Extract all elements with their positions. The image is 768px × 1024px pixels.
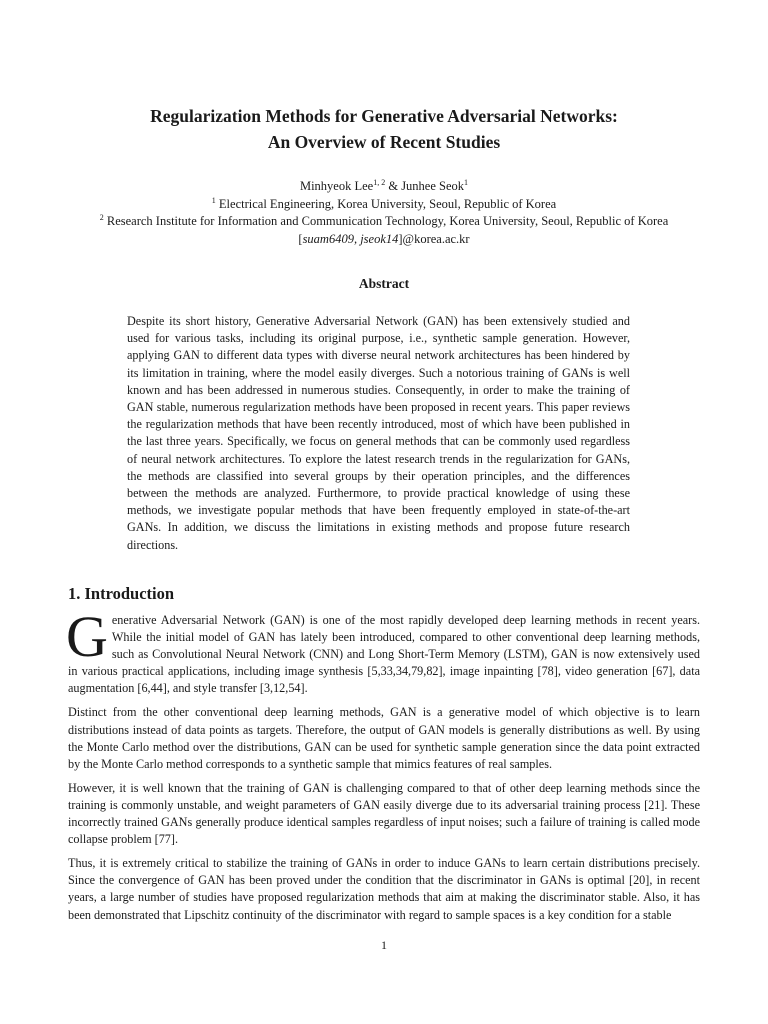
title-line-1: Regularization Methods for Generative Adversarial Networks: [150, 106, 618, 126]
author-names [60, 178, 708, 196]
introduction-body [66, 604, 700, 931]
paragraph-1 [66, 604, 700, 697]
email-domain: ]@korea.ac.kr [398, 231, 470, 246]
paragraph-4: Thus, it is extremely critical to stabilize the training of GANs in order to induce GANs to learn certain distributions precisely. Since the convergence of GAN has been proved under the condition that the discriminator in GANs is optimal [20], in recent years, a large number of studies have proposed regularization methods that aim at making the discriminator stable. Also, it has been demonstrated that Lipschitz continuity of the discriminator with regard to sample spaces is a key condition for a stable [68, 856, 700, 922]
author-2-superscript: 1 [464, 178, 469, 187]
page-number: 1 [381, 938, 387, 952]
paragraph-1-text: enerative Adversarial Network (GAN) is one of the most rapidly developed deep learning methods in recent years. While the initial model of GAN has lately been introduced, compared to other conventional deep learning methods, such as Convolutional Neural Network (CNN) and Long Short-Term Memory (LSTM), GAN is now extensively used in various practical applications, including image synthesis [5,33,34,79,82], image inpainting [78], video generation [67], data augmentation [6,44], and style transfer [3,12,54]. [68, 613, 700, 696]
affiliation-2-superscript: 2 [99, 213, 104, 222]
affiliation-1-text: Electrical Engineering, Korea University, Seoul, Republic of Korea [215, 196, 557, 211]
author-block [60, 178, 708, 248]
drop-cap: G [66, 604, 108, 669]
author-2: & Junhee Seok [385, 179, 465, 193]
paper-title [60, 103, 708, 155]
author-1-superscript: 1, 2 [373, 178, 386, 187]
affiliation-2 [60, 213, 708, 231]
section-heading-introduction: 1. Introduction [68, 584, 175, 603]
affiliation-2-text: Research Institute for Information and Communication Technology, Korea University, Seoul, Republic of Korea [103, 214, 669, 228]
email-names: suam6409, jseok14 [302, 231, 399, 246]
email-open: [ [298, 231, 303, 246]
affiliation-1 [60, 196, 708, 214]
author-email [60, 231, 708, 249]
paragraph-3: However, it is well known that the training of GAN is challenging compared to that of other deep learning methods since the training is commonly unstable, and weight parameters of GAN easily diverge due to its adversarial training process [21]. These incorrectly trained GANs generally produce identical samples regardless of input noises; such a failure of training is called mode collapse problem [77]. [68, 780, 700, 847]
abstract-heading: Abstract [358, 276, 410, 291]
affiliation-1-superscript: 1 [211, 195, 216, 205]
author-1: Minhyeok Lee [299, 179, 374, 193]
paragraph-2: Distinct from the other conventional deep learning methods, GAN is a generative model of which objective is to learn distributions instead of data points as targets. Therefore, the output of GAN models is generally distributions as well. By using the Monte Carlo method over the distributions, GAN can be used for synthetic sample generation since the data point extracted by the Monte Carlo method corresponds to a synthetic sample that mimics features of real samples. [68, 705, 700, 771]
abstract-text: Despite its short history, Generative Adversarial Network (GAN) has been extensively studied and used for various tasks, including its original purpose, i.e., synthetic sample generation. However, applying GAN to different data types with diverse neural network architectures has been hindered by its limitation in training, where the model easily diverges. Such a notorious training of GANs is well known and has been addressed in numerous studies. Consequently, in order to make the training of GAN stable, numerous regularization methods have been proposed in recent years. This paper reviews the regularization methods that have been recently introduced, most of which have been published in the last three years. Specifically, we focus on general methods that can be commonly used regardless of neural network architectures. To explore the latest research trends in the regularization for GANs, the methods are classified into several groups by their operation principles, and the differences between the methods are analyzed. Furthermore, to provide practical knowledge of using these methods, we investigate popular methods that have been frequently employed in state-of-the-art GANs. In addition, we discuss the limitations in existing methods and propose future research directions. [127, 314, 630, 552]
title-line-2: An Overview of Recent Studies [267, 132, 501, 152]
